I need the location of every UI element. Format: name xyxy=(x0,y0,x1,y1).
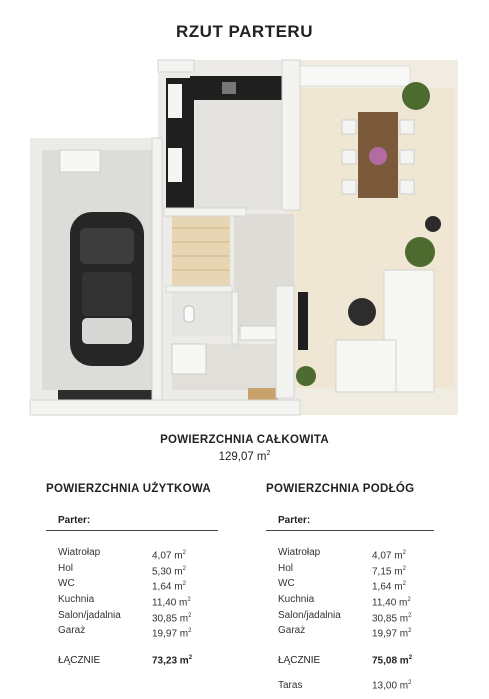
list-item xyxy=(278,594,434,610)
usable-area-list xyxy=(46,547,218,641)
stairs xyxy=(172,214,230,288)
plant-icon-3 xyxy=(296,366,316,386)
terrace-value: 13,00 $m^2$ xyxy=(372,680,412,692)
room-name: Kuchnia xyxy=(278,593,315,605)
window-top xyxy=(300,66,410,86)
kitchen-floor xyxy=(195,100,283,210)
floor-area-total xyxy=(266,655,434,666)
room-name: Salon/jadalnia xyxy=(58,609,121,621)
room-name: Wiatrołap xyxy=(278,547,321,558)
plant-icon-2 xyxy=(405,237,435,267)
total-value: 75,08 $m^2$ xyxy=(372,654,413,667)
wc-toilet-icon xyxy=(184,306,194,322)
list-item xyxy=(278,547,434,563)
floor-area-floor-label: Parter: xyxy=(266,515,434,531)
room-area: 5,30 $m^2$ xyxy=(152,565,186,577)
list-item xyxy=(278,578,434,594)
page-title: RZUT PARTERU xyxy=(176,22,313,41)
room-name: Kuchnia xyxy=(58,593,95,605)
flower-vase-icon xyxy=(369,147,387,165)
floor-area-list xyxy=(266,547,434,641)
coffee-table xyxy=(348,298,376,326)
list-item xyxy=(58,563,218,579)
room-name: Hol xyxy=(58,562,74,574)
wc-floor xyxy=(172,292,232,336)
car-icon xyxy=(70,212,144,366)
usable-area-heading: POWIERZCHNIA UŻYTKOWA xyxy=(46,483,211,495)
room-name: Wiatrołap xyxy=(58,547,101,558)
room-name: Garaż xyxy=(278,625,306,637)
kitchen-appliance xyxy=(168,84,182,118)
plant-icon xyxy=(402,82,430,110)
room-name: Hol xyxy=(278,562,294,574)
room-area: 1,64 $m^2$ xyxy=(152,581,186,593)
terrace-area xyxy=(266,680,434,691)
floor-area-heading: POWIERZCHNIA PODŁÓG xyxy=(266,483,415,495)
room-name: WC xyxy=(58,578,75,590)
usable-area-total xyxy=(46,655,218,666)
room-area: 7,15 $m^2$ xyxy=(372,565,406,577)
room-area: 19,97 $m^2$ xyxy=(372,628,412,640)
sofa-chaise xyxy=(336,340,396,392)
kitchen-appliance-2 xyxy=(168,148,182,182)
room-area: 30,85 $m^2$ xyxy=(372,612,412,624)
room-name: Garaż xyxy=(58,625,86,637)
list-item xyxy=(58,625,218,641)
room-area: 30,85 $m^2$ xyxy=(152,612,192,624)
list-item xyxy=(278,610,434,626)
list-item xyxy=(58,547,218,563)
room-name: WC xyxy=(278,578,295,590)
room-area: 4,07 $m^2$ xyxy=(152,550,186,562)
wardrobe xyxy=(172,344,206,374)
usable-area-section xyxy=(46,483,218,666)
total-value: 73,23 $m^2$ xyxy=(152,654,193,667)
list-item xyxy=(58,594,218,610)
usable-area-floor-label: Parter: xyxy=(46,515,218,531)
lamp-icon xyxy=(425,216,441,232)
terrace-label: Taras xyxy=(278,680,303,692)
room-area: 11,40 $m^2$ xyxy=(152,596,191,609)
list-item xyxy=(278,625,434,641)
total-area-label: POWIERZCHNIA CAŁKOWITA xyxy=(160,434,329,446)
room-area: 1,64 $m^2$ xyxy=(372,581,406,593)
total-label: ŁĄCZNIE xyxy=(278,654,321,666)
room-name: Salon/jadalnia xyxy=(278,609,341,621)
floor-area-section xyxy=(266,483,434,691)
room-area: 19,97 $m^2$ xyxy=(152,628,192,640)
total-area-value: 129,07 $m^2$ xyxy=(218,450,271,463)
total-label: ŁĄCZNIE xyxy=(58,654,101,666)
tv-stand xyxy=(298,292,308,350)
list-item xyxy=(58,610,218,626)
list-item xyxy=(278,563,434,579)
kitchen-sink xyxy=(222,82,236,94)
garage-cabinet xyxy=(60,150,100,172)
room-area: 4,07 $m^2$ xyxy=(372,550,406,562)
list-item xyxy=(58,578,218,594)
room-area: 11,40 $m^2$ xyxy=(372,596,411,609)
